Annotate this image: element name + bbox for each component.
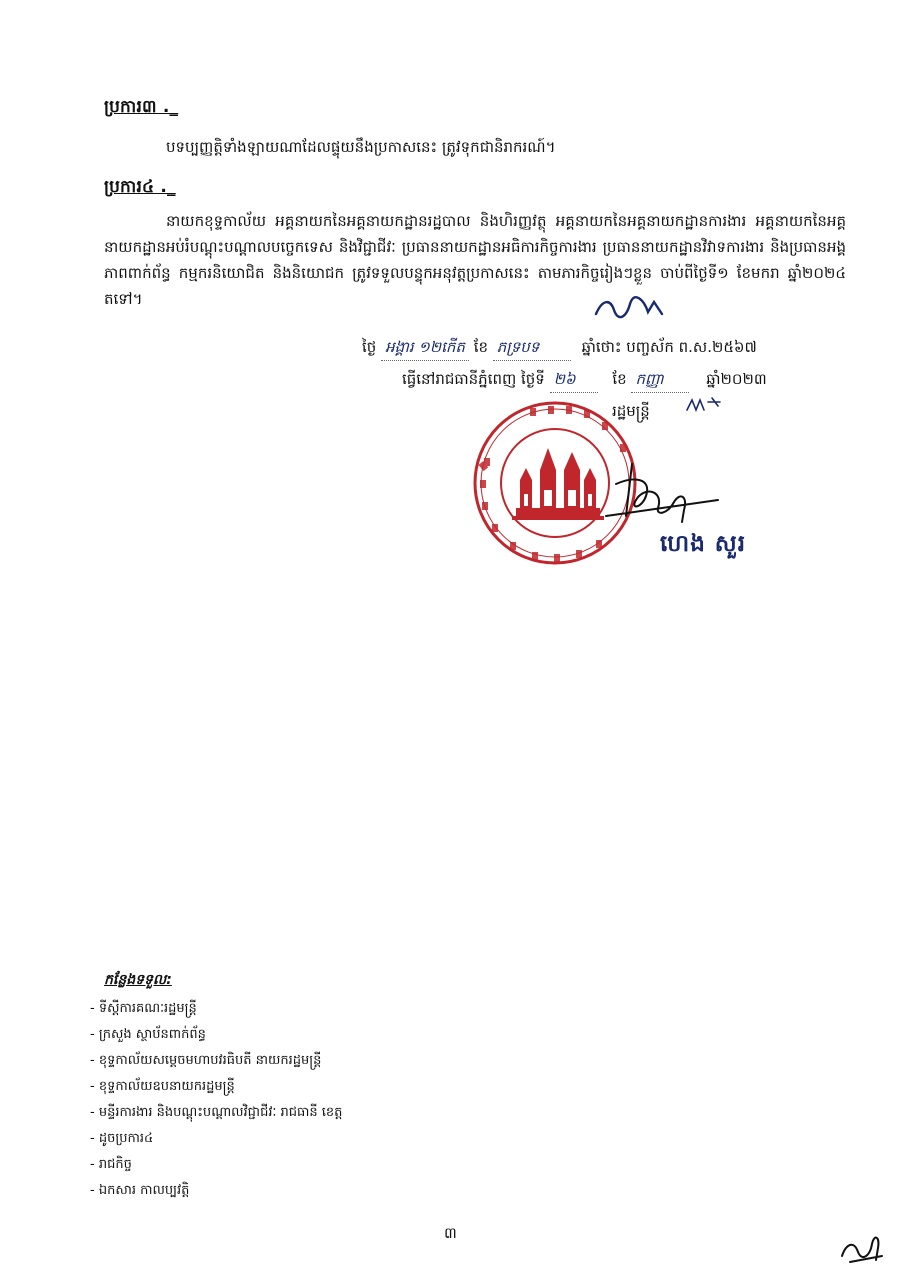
year: ឆ្នាំ២០២៣ (706, 370, 767, 388)
list-item: - រាជកិច្ច (90, 1152, 342, 1178)
list-item: - ដូចប្រការ៤ (90, 1126, 342, 1152)
list-item: - ខុទ្ទកាល័យសម្តេចមហាបវរធិបតី នាយករដ្ឋមន្ត្រី (90, 1048, 342, 1074)
article4-heading: ប្រការ៤ ._ (104, 177, 176, 197)
recipients-list (90, 996, 342, 1204)
lunar-month-handwritten: ភទ្របទ (493, 338, 571, 361)
place-prefix: ធ្វើនៅរាជធានីភ្នំពេញ ថ្ងៃទី (402, 370, 545, 388)
handwritten-signature-icon (586, 456, 736, 536)
solar-dateline (402, 370, 767, 393)
minister-initial-icon (684, 394, 726, 416)
lunar-month-prefix: ខែ (473, 338, 488, 356)
article3-heading: ប្រការ៣ ._ (104, 97, 179, 117)
lunar-day-prefix: ថ្ងៃ (362, 338, 377, 356)
page-number: ៣ (444, 1224, 457, 1242)
corner-initial-icon (836, 1222, 886, 1266)
initials-signature-icon (592, 294, 672, 322)
list-item: - ទីស្តីការគណៈរដ្ឋមន្ត្រី (90, 996, 342, 1022)
article3-text: បទប្បញ្ញត្តិទាំងឡាយណាដែលផ្ទុយនឹងប្រកាសនេះ ត្រូវទុកជានិរាករណ៍។ (166, 138, 556, 156)
minister-title: រដ្ឋមន្ត្រី (612, 402, 650, 420)
signer-name: ហេង សួរ (660, 531, 747, 557)
month-prefix: ខែ (612, 370, 627, 388)
lunar-day-handwritten: អង្គារ ១២កើត (381, 338, 469, 361)
month-handwritten: កញ្ញា (631, 370, 689, 393)
lunar-dateline (362, 338, 757, 361)
list-item: - ខុទ្ទកាល័យឧបនាយករដ្ឋមន្ត្រី (90, 1074, 342, 1100)
list-item: - ឯកសារ កាលប្បវត្តិ (90, 1178, 342, 1204)
day-handwritten: ២៦ (550, 370, 598, 393)
lunar-year: ឆ្នាំថោះ បញ្ចស័ក ព.ស.២៥៦៧ (581, 338, 757, 356)
list-item: - មន្ទីរការងារ និងបណ្តុះបណ្តាលវិជ្ជាជីវៈ រាជធានី ខេត្ត (90, 1100, 342, 1126)
list-item: - ក្រសួង ស្ថាប័នពាក់ព័ន្ធ (90, 1022, 342, 1048)
article4-text: នាយកខុទ្ទកាល័យ អគ្គនាយកនៃអគ្គនាយកដ្ឋានរដ្ឋបាល និងហិរញ្ញវត្ថុ អគ្គនាយកនៃអគ្គនាយកដ្ឋានការងារ អគ្គនាយកនៃអគ្គនាយកដ្ឋានអប់រំបណ្តុះបណ្តាលបច្ចេកទេស និងវិជ្ជាជីវៈ ប្រធាននាយកដ្ឋានអធិការកិច្ចការងារ ប្រធាននាយកដ្ឋានវិវាទការងារ និងប្រធានអង្គភាពពាក់ព័ន្ធ កម្មករនិយោជិត និងនិយោជក ត្រូវទទួលបន្ទុកអនុវត្តប្រកាសនេះ តាមភារកិច្ចរៀងៗខ្លួន ចាប់ពីថ្ងៃទី១ ខែមករា ឆ្នាំ២០២៤ តទៅ។ (104, 212, 846, 308)
recipients-title: កន្លែងទទួល: (104, 972, 172, 988)
